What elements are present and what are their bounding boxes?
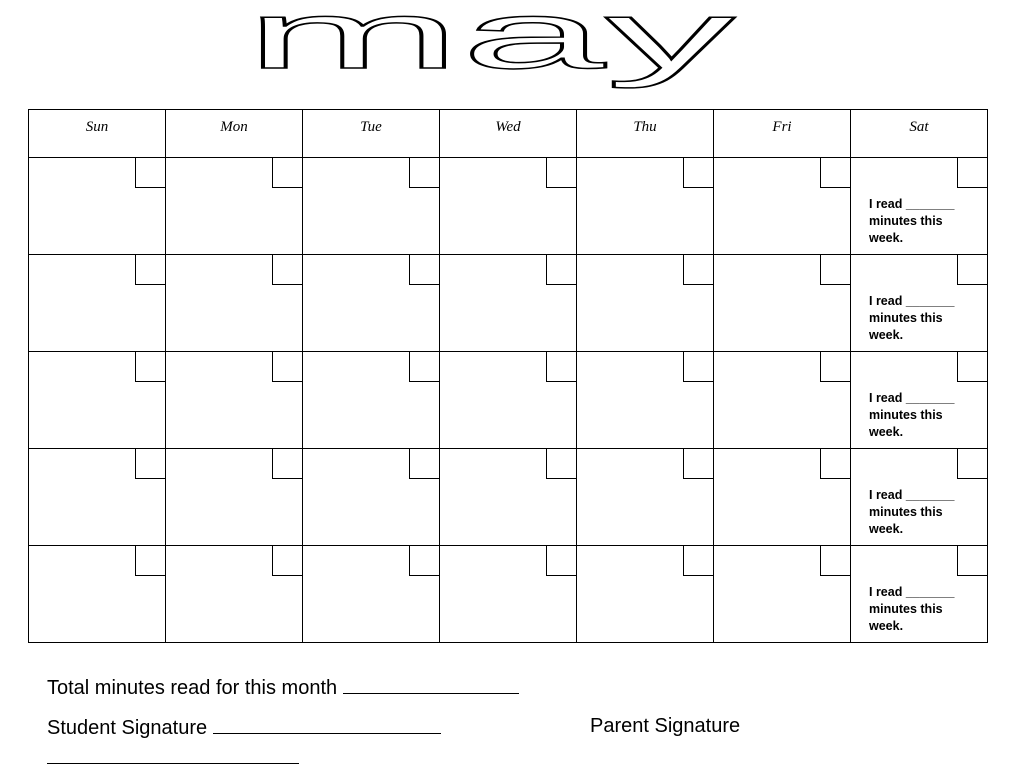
weekday-mon: Mon bbox=[166, 110, 303, 158]
day-cell[interactable] bbox=[440, 255, 577, 352]
date-number-box[interactable] bbox=[820, 449, 850, 479]
date-number-box[interactable] bbox=[683, 546, 713, 576]
weekly-minutes-note-line: minutes this bbox=[869, 214, 943, 228]
date-number-box[interactable] bbox=[820, 255, 850, 285]
date-number-box[interactable] bbox=[957, 158, 987, 188]
date-number-box[interactable] bbox=[820, 158, 850, 188]
calendar-weeks bbox=[29, 158, 988, 643]
weekly-minutes-note-line: minutes this bbox=[869, 408, 943, 422]
student-signature-line bbox=[47, 715, 441, 740]
date-number-box[interactable] bbox=[546, 352, 576, 382]
weekly-minutes-note-line: week. bbox=[869, 522, 904, 536]
date-number-box[interactable] bbox=[820, 352, 850, 382]
date-number-box[interactable] bbox=[820, 546, 850, 576]
weekly-minutes-note-line: week. bbox=[869, 425, 904, 439]
date-number-box[interactable] bbox=[409, 352, 439, 382]
weekly-minutes-note-line: week. bbox=[869, 231, 904, 245]
weekday-sun: Sun bbox=[29, 110, 166, 158]
day-cell[interactable] bbox=[851, 255, 988, 352]
day-cell[interactable] bbox=[166, 546, 303, 643]
date-number-box[interactable] bbox=[683, 158, 713, 188]
weekly-minutes-note-line: I read _______ bbox=[869, 585, 955, 599]
date-number-box[interactable] bbox=[683, 449, 713, 479]
day-cell[interactable] bbox=[166, 158, 303, 255]
weekly-minutes-note-line: minutes this bbox=[869, 505, 943, 519]
day-cell[interactable] bbox=[714, 449, 851, 546]
weekly-minutes-note-line: I read _______ bbox=[869, 391, 955, 405]
date-number-box[interactable] bbox=[272, 158, 302, 188]
day-cell[interactable] bbox=[714, 158, 851, 255]
month-title bbox=[240, 0, 740, 100]
date-number-box[interactable] bbox=[135, 158, 165, 188]
date-number-box[interactable] bbox=[546, 449, 576, 479]
weekday-header-row bbox=[29, 110, 988, 158]
day-cell[interactable] bbox=[851, 158, 988, 255]
day-cell[interactable] bbox=[440, 352, 577, 449]
day-cell[interactable] bbox=[29, 255, 166, 352]
day-cell[interactable] bbox=[714, 352, 851, 449]
day-cell[interactable] bbox=[29, 546, 166, 643]
day-cell[interactable] bbox=[303, 449, 440, 546]
week-row bbox=[29, 352, 988, 449]
day-cell[interactable] bbox=[577, 255, 714, 352]
day-cell[interactable] bbox=[440, 449, 577, 546]
weekly-minutes-note bbox=[869, 584, 979, 635]
calendar-grid bbox=[28, 109, 988, 643]
date-number-box[interactable] bbox=[957, 546, 987, 576]
day-cell[interactable] bbox=[440, 158, 577, 255]
day-cell[interactable] bbox=[851, 449, 988, 546]
weekday-thu: Thu bbox=[577, 110, 714, 158]
weekday-fri: Fri bbox=[714, 110, 851, 158]
date-number-box[interactable] bbox=[683, 255, 713, 285]
day-cell[interactable] bbox=[714, 255, 851, 352]
date-number-box[interactable] bbox=[135, 449, 165, 479]
date-number-box[interactable] bbox=[135, 352, 165, 382]
day-cell[interactable] bbox=[577, 449, 714, 546]
day-cell[interactable] bbox=[166, 352, 303, 449]
date-number-box[interactable] bbox=[272, 449, 302, 479]
month-title-graphic bbox=[240, 0, 740, 100]
weekly-minutes-note-line: I read _______ bbox=[869, 294, 955, 308]
date-number-box[interactable] bbox=[546, 255, 576, 285]
day-cell[interactable] bbox=[577, 546, 714, 643]
weekday-wed: Wed bbox=[440, 110, 577, 158]
date-number-box[interactable] bbox=[683, 352, 713, 382]
date-number-box[interactable] bbox=[272, 546, 302, 576]
date-number-box[interactable] bbox=[135, 546, 165, 576]
total-minutes-blank[interactable] bbox=[343, 675, 519, 694]
day-cell[interactable] bbox=[303, 352, 440, 449]
date-number-box[interactable] bbox=[957, 449, 987, 479]
month-title-text: may bbox=[245, 0, 735, 89]
parent-signature-line bbox=[590, 715, 740, 738]
date-number-box[interactable] bbox=[546, 546, 576, 576]
weekly-minutes-note-line: I read _______ bbox=[869, 197, 955, 211]
weekday-tue: Tue bbox=[303, 110, 440, 158]
parent-signature-blank-line bbox=[47, 745, 299, 770]
day-cell[interactable] bbox=[577, 158, 714, 255]
day-cell[interactable] bbox=[577, 352, 714, 449]
weekly-minutes-note-line: minutes this bbox=[869, 602, 943, 616]
date-number-box[interactable] bbox=[272, 255, 302, 285]
week-row bbox=[29, 158, 988, 255]
day-cell[interactable] bbox=[303, 546, 440, 643]
parent-signature-blank[interactable] bbox=[47, 745, 299, 764]
date-number-box[interactable] bbox=[546, 158, 576, 188]
week-row bbox=[29, 546, 988, 643]
day-cell[interactable] bbox=[29, 352, 166, 449]
date-number-box[interactable] bbox=[957, 352, 987, 382]
student-signature-blank[interactable] bbox=[213, 715, 441, 734]
date-number-box[interactable] bbox=[957, 255, 987, 285]
student-signature-label: Student Signature bbox=[47, 717, 208, 739]
week-row bbox=[29, 255, 988, 352]
date-number-box[interactable] bbox=[409, 255, 439, 285]
date-number-box[interactable] bbox=[272, 352, 302, 382]
day-cell[interactable] bbox=[714, 546, 851, 643]
weekly-minutes-note bbox=[869, 293, 979, 344]
date-number-box[interactable] bbox=[409, 158, 439, 188]
total-minutes-line bbox=[47, 675, 519, 700]
weekly-minutes-note-line: week. bbox=[869, 619, 904, 633]
day-cell[interactable] bbox=[166, 449, 303, 546]
parent-signature-label: Parent Signature bbox=[590, 715, 741, 737]
day-cell[interactable] bbox=[29, 449, 166, 546]
day-cell[interactable] bbox=[851, 546, 988, 643]
total-minutes-label: Total minutes read for this month bbox=[47, 677, 338, 699]
date-number-box[interactable] bbox=[135, 255, 165, 285]
weekly-minutes-note bbox=[869, 487, 979, 538]
weekly-minutes-note bbox=[869, 196, 979, 247]
day-cell[interactable] bbox=[29, 158, 166, 255]
day-cell[interactable] bbox=[851, 352, 988, 449]
date-number-box[interactable] bbox=[409, 449, 439, 479]
weekday-sat: Sat bbox=[851, 110, 988, 158]
weekly-minutes-note-line: minutes this bbox=[869, 311, 943, 325]
day-cell[interactable] bbox=[303, 158, 440, 255]
weekly-minutes-note-line: week. bbox=[869, 328, 904, 342]
date-number-box[interactable] bbox=[409, 546, 439, 576]
day-cell[interactable] bbox=[440, 546, 577, 643]
day-cell[interactable] bbox=[166, 255, 303, 352]
week-row bbox=[29, 449, 988, 546]
weekly-minutes-note bbox=[869, 390, 979, 441]
day-cell[interactable] bbox=[303, 255, 440, 352]
weekly-minutes-note-line: I read _______ bbox=[869, 488, 955, 502]
